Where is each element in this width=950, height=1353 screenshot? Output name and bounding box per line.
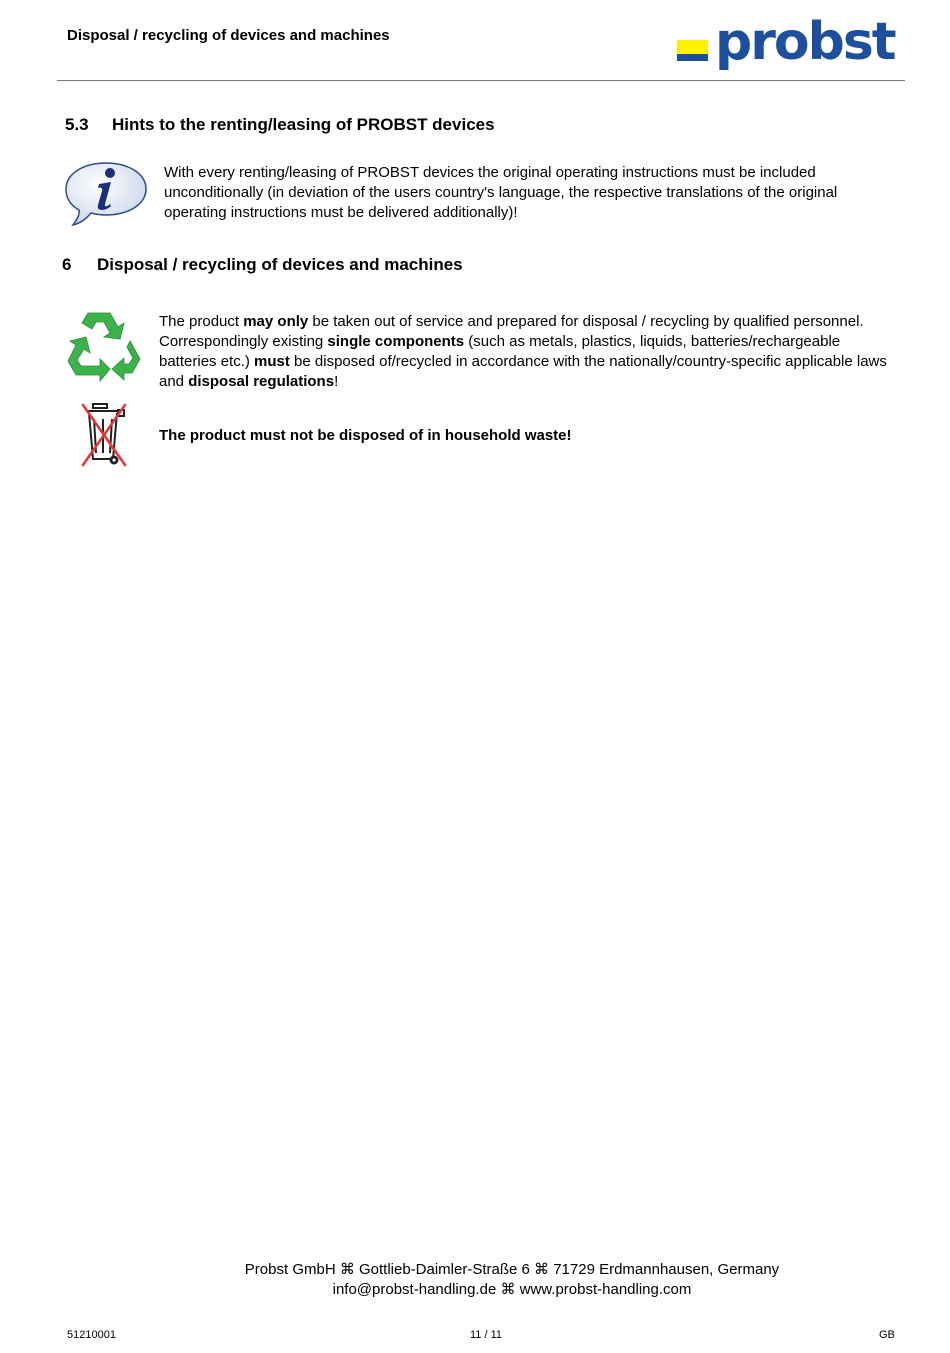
text-run: !: [334, 373, 339, 390]
renting-hint-text: With every renting/leasing of PROBST devices the original operating instructions must be included unconditionally (in deviation of the users country's language, the respective translations of the original operating instructions must be delivered additionally)!: [164, 164, 838, 221]
info-icon: [63, 160, 149, 228]
section-title: Disposal / recycling of devices and machines: [97, 255, 463, 274]
section-title: Hints to the renting/leasing of PROBST devices: [112, 115, 495, 134]
logo-wordmark: probst: [715, 12, 895, 72]
document-number: 51210001: [67, 1329, 116, 1341]
recycling-text: [159, 312, 899, 392]
crossed-out-bin-icon: [80, 401, 128, 469]
footer-contact: info@probst-handling.de ⌘ www.probst-handling.com: [332, 1281, 692, 1298]
text-bold-single-components: single components: [327, 333, 465, 350]
page-number: 11 / 11: [470, 1329, 503, 1341]
text-bold-must: must: [254, 353, 290, 370]
footer-address: Probst GmbH ⌘ Gottlieb-Daimler-Straße 6 ⌘ 71729 Erdmannhausen, Germany: [244, 1261, 780, 1278]
section-5-3-heading: [65, 115, 495, 135]
text-run: be taken out of service and prepared for disposal / recycling by qualified personnel. Correspondingly existing: [159, 313, 864, 350]
section-6-heading: [62, 255, 463, 275]
probst-logo: [677, 12, 899, 80]
section-number: 6: [62, 255, 72, 274]
header-title: Disposal / recycling of devices and machines: [67, 27, 390, 44]
section-number: 5.3: [65, 115, 89, 134]
household-waste-warning: The product must not be disposed of in household waste!: [159, 427, 572, 444]
text-run: (such as metals, plastics, liquids, batteries/rechargeable batteries etc.): [159, 333, 841, 370]
header-divider: [57, 80, 905, 81]
text-run: be disposed of/recycled in accordance with the nationally/country-specific applicable laws and: [159, 353, 887, 390]
text-run: The product: [159, 313, 244, 330]
logo-flag-icon: [677, 40, 708, 61]
text-bold-may-only: may only: [243, 313, 309, 330]
language-code: GB: [879, 1329, 895, 1341]
text-bold-disposal-regulations: disposal regulations: [188, 373, 335, 390]
recycle-icon: [66, 309, 142, 383]
